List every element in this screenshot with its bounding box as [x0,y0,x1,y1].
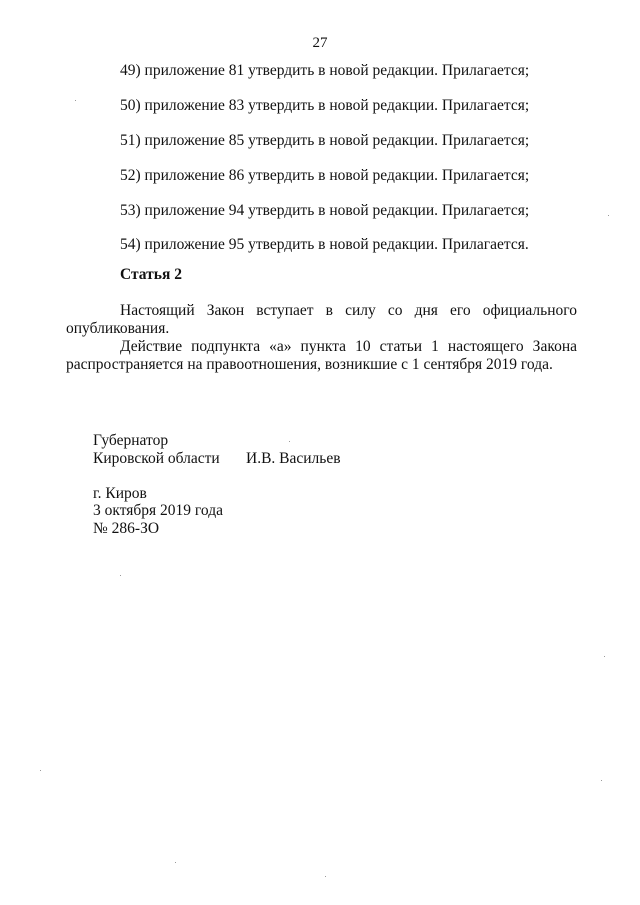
signatory-name: И.В. Васильев [246,450,341,467]
scan-speck [604,656,605,657]
footer-date: 3 октября 2019 года [93,502,223,519]
signatory-region: Кировской области [93,450,220,467]
article-paragraph-2-line-2: распространяется на правоотношения, возникшие с 1 сентября 2019 года. [66,356,553,373]
article-paragraph-1-line-2: опубликования. [66,320,170,337]
list-item: 49) приложение 81 утвердить в новой редакции. Прилагается; [120,62,530,79]
list-item: 51) приложение 85 утвердить в новой редакции. Прилагается; [120,132,530,149]
scan-speck [325,876,326,877]
list-item: 53) приложение 94 утвердить в новой редакции. Прилагается; [120,202,530,219]
footer-city: г. Киров [93,485,147,502]
page-number: 27 [312,35,328,51]
scan-speck [608,215,609,216]
scan-speck [289,441,290,442]
list-item: 52) приложение 86 утвердить в новой редакции. Прилагается; [120,167,530,184]
list-item: 50) приложение 83 утвердить в новой редакции. Прилагается; [120,97,530,114]
scan-speck [601,780,602,781]
article-heading: Статья 2 [120,266,182,283]
article-paragraph-2-line-1: Действие подпункта «а» пункта 10 статьи 1 настоящего Закона [120,338,577,355]
scan-speck [40,770,41,771]
scan-speck [75,100,76,101]
list-item: 54) приложение 95 утвердить в новой редакции. Прилагается. [120,236,529,253]
scan-speck [175,862,176,863]
signatory-title: Губернатор [93,432,169,449]
scan-speck [120,575,121,576]
article-paragraph-1-line-1: Настоящий Закон вступает в силу со дня его официального [120,302,577,319]
footer-law-number: № 286-ЗО [93,520,160,537]
